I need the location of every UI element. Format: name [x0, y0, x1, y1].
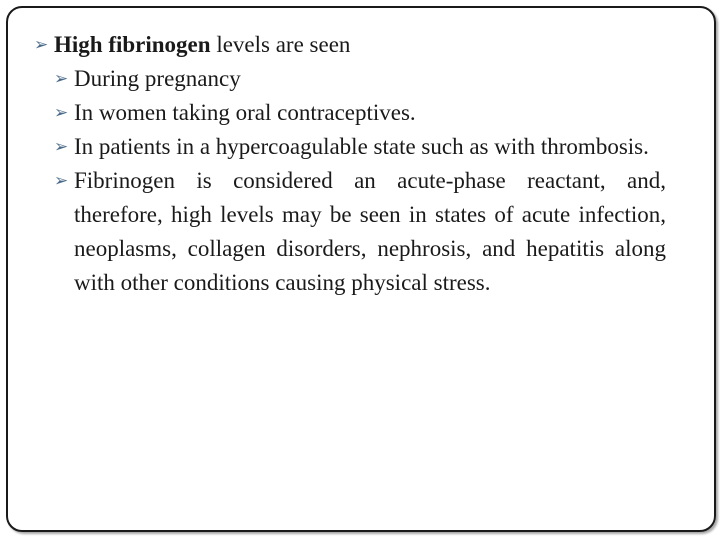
- heading-rest-text: levels are seen: [210, 32, 351, 57]
- sub-bullet-contraceptives: [54, 96, 666, 130]
- slide-content: [34, 28, 666, 300]
- arrow-bullet-icon: ➢: [54, 137, 69, 157]
- main-bullet: [34, 28, 666, 62]
- arrow-bullet-icon: ➢: [54, 69, 69, 89]
- sub-bullet-text: Fibrinogen is considered an acute-phase reactant, and, therefore, high levels may be seen in states of acute infection, neoplasms, collagen disorders, nephrosis, and hepatitis along with other conditions causing physical stress.: [74, 168, 666, 295]
- arrow-bullet-icon: ➢: [54, 171, 69, 191]
- sub-bullet-hypercoagulable: [54, 130, 666, 164]
- sub-bullet-text: In patients in a hypercoagulable state such as with thrombosis.: [74, 134, 649, 159]
- arrow-bullet-icon: ➢: [34, 35, 49, 55]
- sub-bullet-text: During pregnancy: [74, 66, 241, 91]
- sub-bullet-acute-phase: [54, 164, 666, 300]
- arrow-bullet-icon: ➢: [54, 103, 69, 123]
- sub-bullet-text: In women taking oral contraceptives.: [74, 100, 416, 125]
- sub-bullet-pregnancy: [54, 62, 666, 96]
- heading-bold-text: High fibrinogen: [54, 32, 211, 57]
